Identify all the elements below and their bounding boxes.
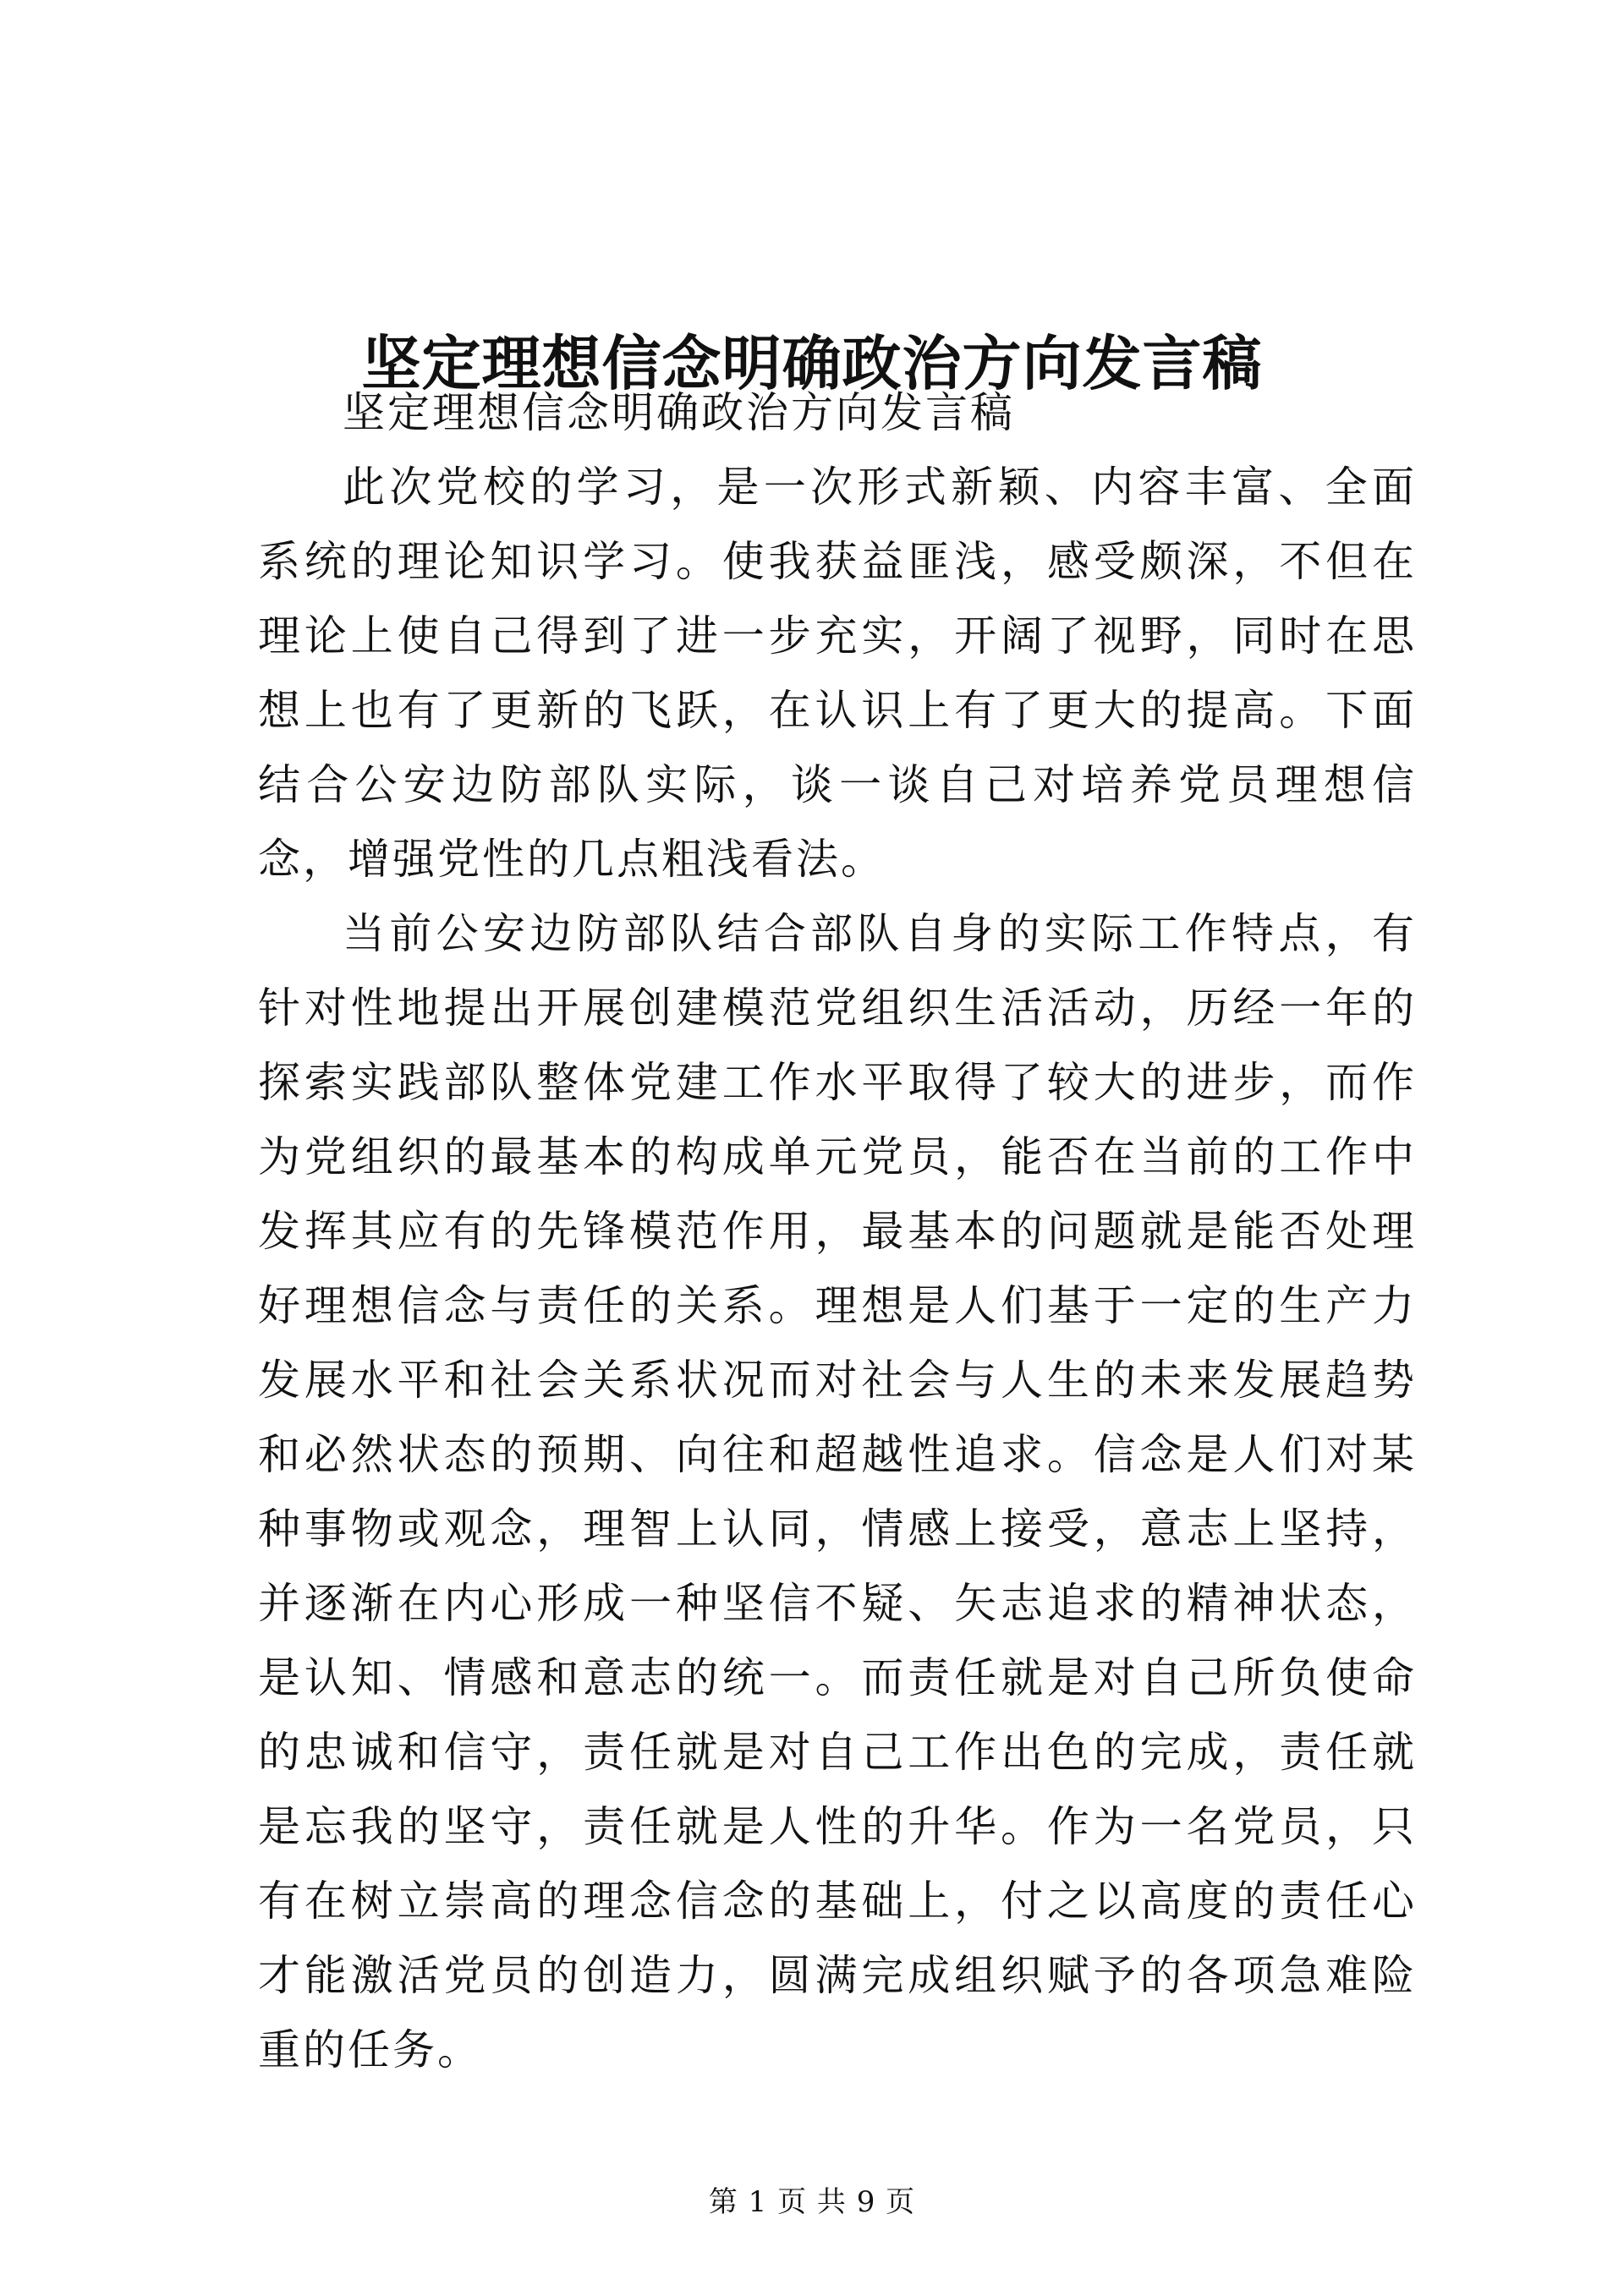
- document-body: [258, 375, 1417, 2087]
- paragraph-1: 此次党校的学习，是一次形式新颖、内容丰富、全面系统的理论知识学习。使我获益匪浅，感受颇深，不但在理论上使自己得到了进一步充实，开阔了视野，同时在思想上也有了更新的飞跃，在认识上有了更大的提高。下面结合公安边防部队实际，谈一谈自己对培养党员理想信念，增强党性的几点粗浅看法。: [258, 463, 1417, 884]
- page-footer: 第 1 页 共 9 页: [708, 2185, 916, 2219]
- document-title: 坚定理想信念明确政治方向发言稿: [361, 327, 1263, 398]
- document-subtitle: 坚定理想信念明确政治方向发言稿: [343, 388, 1015, 437]
- paragraph-2: 当前公安边防部队结合部队自身的实际工作特点，有针对性地提出开展创建模范党组织生活活动，历经一年的探索实践部队整体党建工作水平取得了较大的进步，而作为党组织的最基本的构成单元党员，能否在当前的工作中发挥其应有的先锋模范作用，最基本的问题就是能否处理好理想信念与责任的关系。理想是人们基于一定的生产力发展水平和社会关系状况而对社会与人生的未来发展趋势和必然状态的预期、向往和超越性追求。信念是人们对某种事物或观念，理智上认同，情感上接受，意志上坚持，并逐渐在内心形成一种坚信不疑、矢志追求的精神状态，是认知、情感和意志的统一。而责任就是对自己所负使命的忠诚和信守，责任就是对自己工作出色的完成，责任就是忘我的坚守，责任就是人性的升华。作为一名党员，只有在树立崇高的理念信念的基础上，付之以高度的责任心才能激活党员的创造力，圆满完成组织赋予的各项急难险重的任务。: [258, 909, 1417, 2074]
